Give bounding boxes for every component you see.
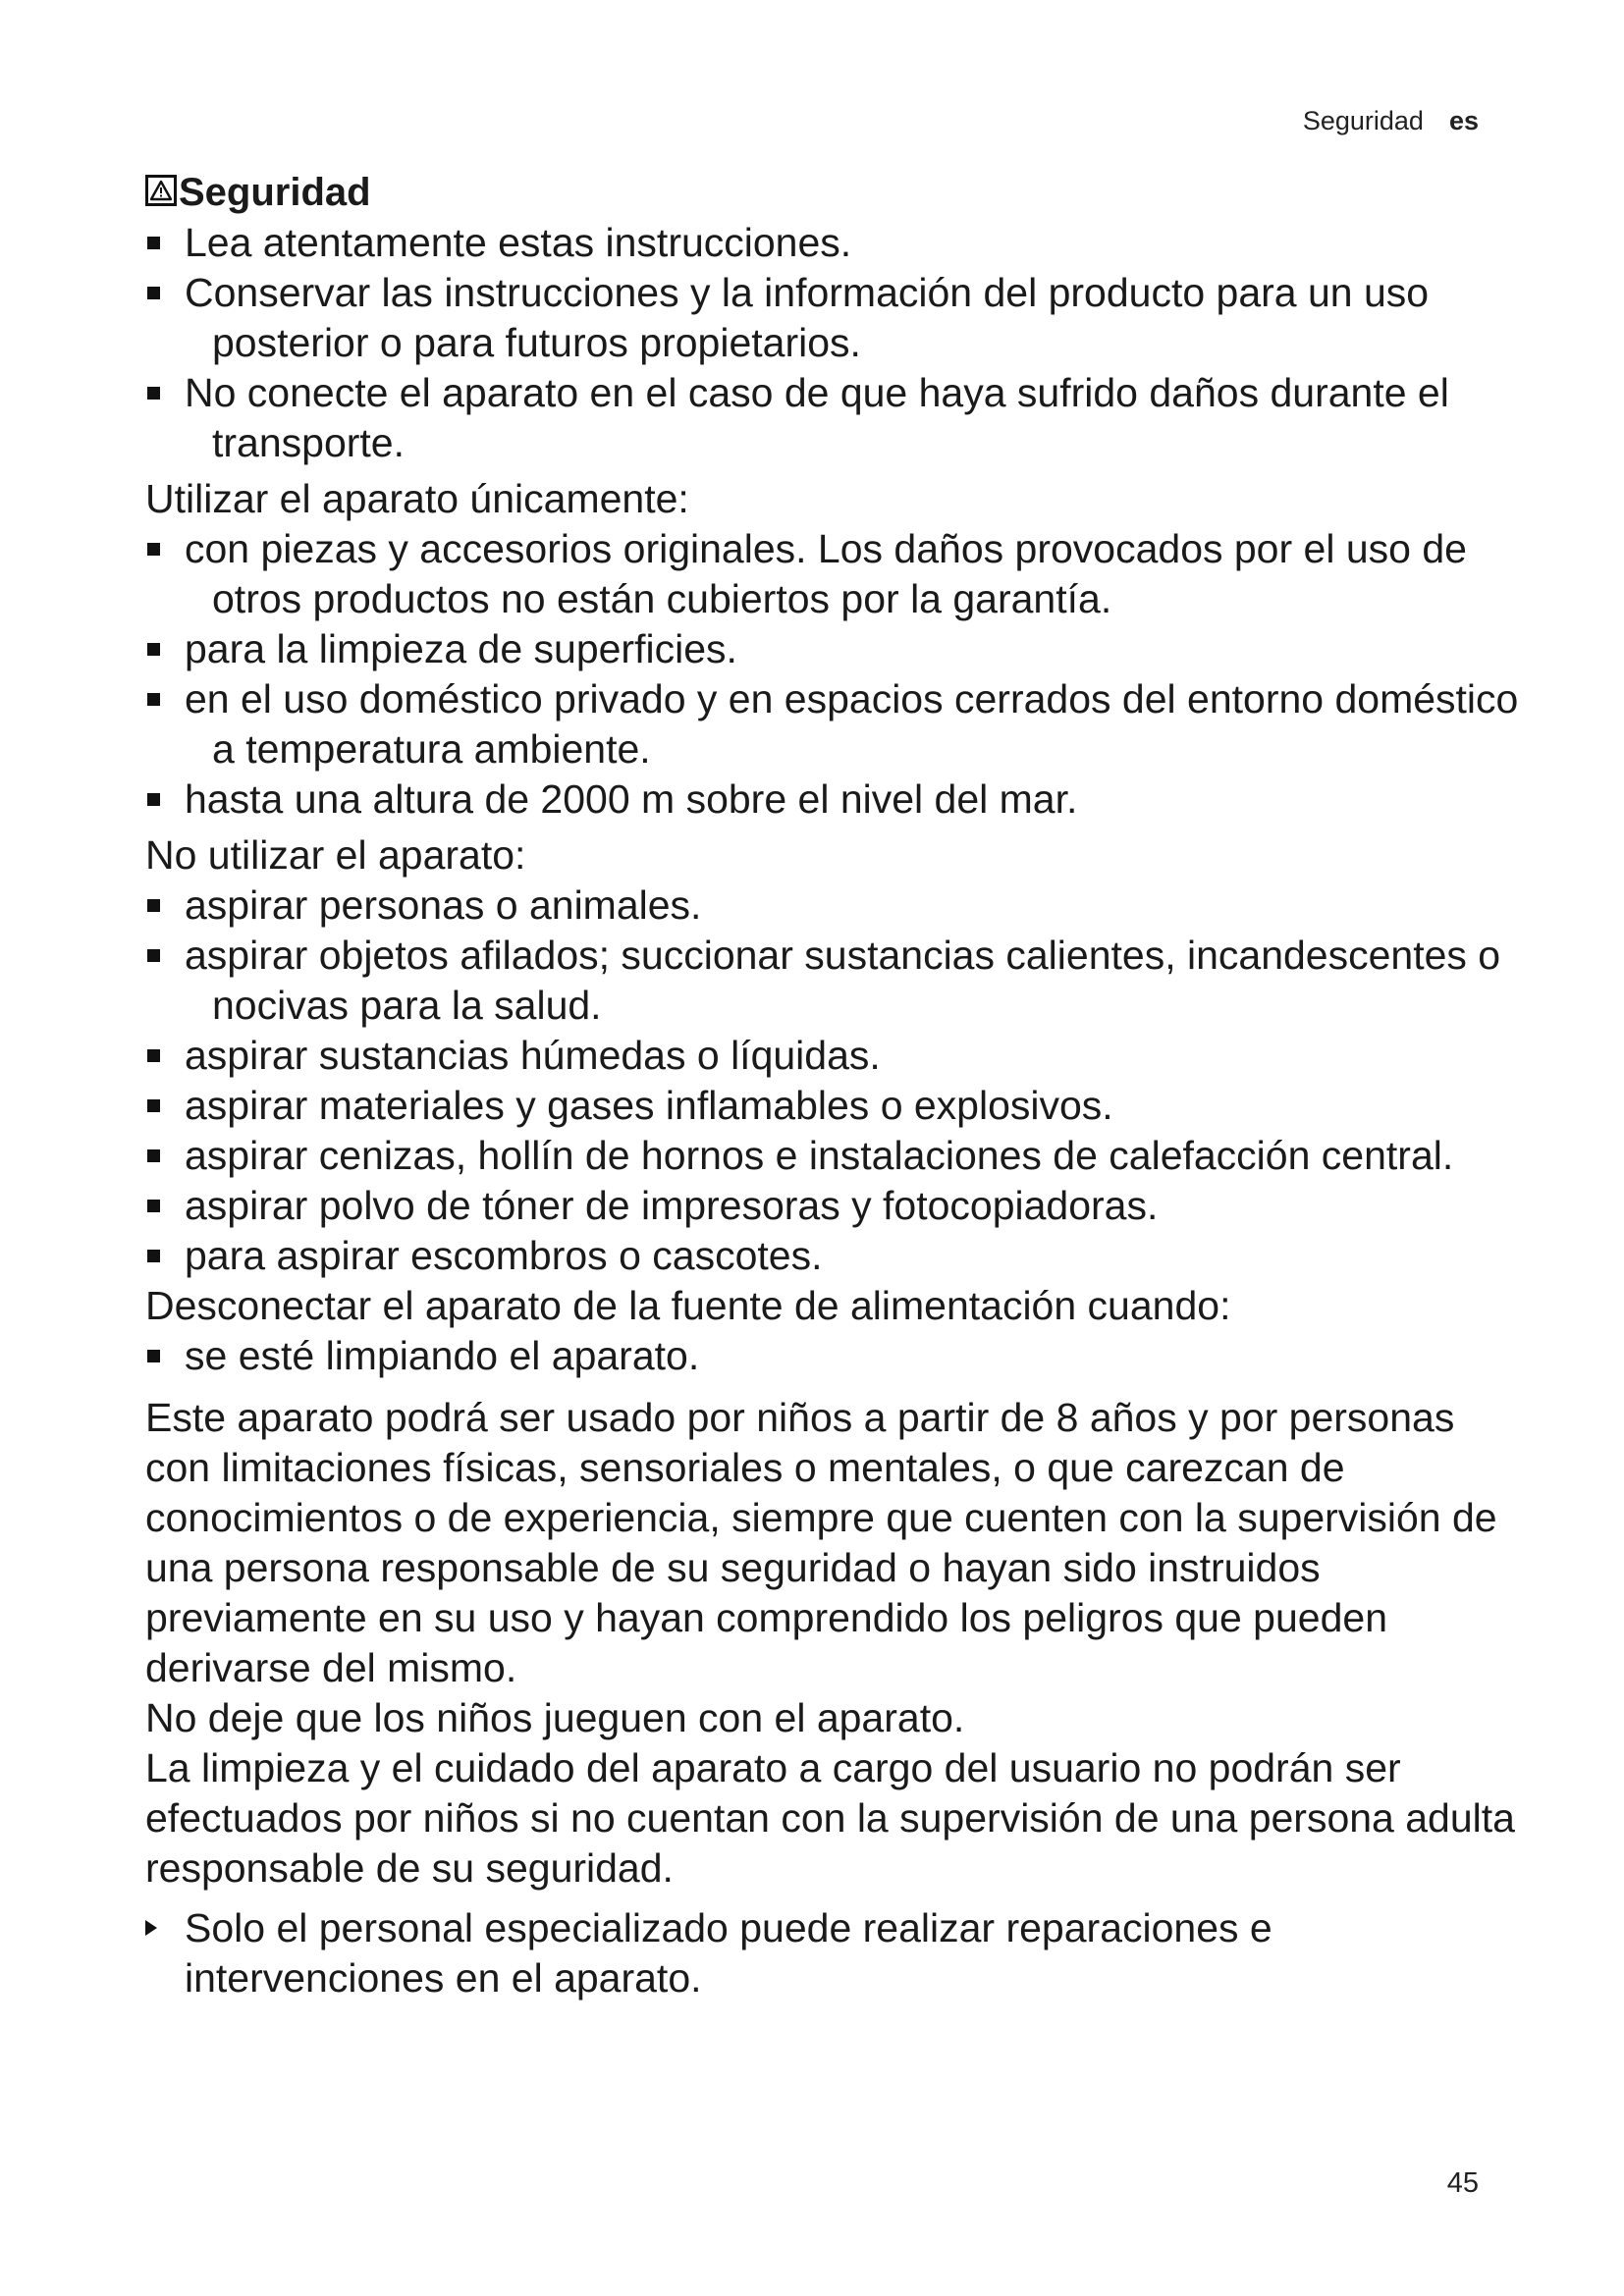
square-bullet-icon	[147, 1200, 160, 1212]
list-item: aspirar objetos afilados; succionar sustancias calientes, incandescentes o nocivas para la salud.	[145, 931, 1530, 1031]
square-bullet-icon	[147, 543, 160, 556]
list-item: aspirar cenizas, hollín de hornos e instalaciones de calefacción central.	[145, 1131, 1530, 1181]
cleaning-paragraph: La limpieza y el cuidado del aparato a cargo del usuario no podrán ser efectuados por niños si no cuentan con la supervisión de una persona adulta responsable de su seguridad.	[145, 1745, 1515, 1891]
list-item: se esté limpiando el aparato.	[145, 1331, 1530, 1381]
language-code: es	[1448, 106, 1479, 135]
page-number: 45	[1446, 2167, 1479, 2199]
general-list	[145, 218, 1530, 468]
no-use-intro: No utilizar el aparato:	[145, 832, 526, 878]
running-header-section: Seguridad	[1302, 106, 1424, 135]
use-intro: Utilizar el aparato únicamente:	[145, 476, 689, 521]
list-item: para aspirar escombros o cascotes.	[145, 1231, 1530, 1281]
use-list	[145, 524, 1530, 825]
square-bullet-icon	[147, 693, 160, 706]
list-item: aspirar materiales y gases inflamables o explosivos.	[145, 1081, 1530, 1131]
no-play-paragraph: No deje que los niños jueguen con el aparato.	[145, 1695, 965, 1740]
square-bullet-icon	[147, 793, 160, 806]
children-paragraph: Este aparato podrá ser usado por niños a partir de 8 años y por personas con limitaciones físicas, sensoriales o mentales, o que carezcan de conocimientos o de experiencia, siempre que cuenten con la supervisión de una persona responsable de su seguridad o hayan sido instruidos previamente en su uso y hayan comprendido los peligros que pueden derivarse del mismo.	[145, 1395, 1497, 1690]
list-item: en el uso doméstico privado y en espacios cerrados del entorno doméstico a temperatura ambiente.	[145, 674, 1530, 774]
list-item: Solo el personal especializado puede realizar reparaciones e intervenciones en el aparato.	[145, 1903, 1530, 2003]
list-item: aspirar sustancias húmedas o líquidas.	[145, 1031, 1530, 1081]
warning-triangle-icon	[145, 175, 177, 206]
list-item: hasta una altura de 2000 m sobre el nivel del mar.	[145, 774, 1530, 825]
square-bullet-icon	[147, 387, 160, 400]
square-bullet-icon	[147, 949, 160, 962]
page-content	[145, 167, 1530, 2003]
disconnect-intro: Desconectar el aparato de la fuente de alimentación cuando:	[145, 1283, 1231, 1328]
action-list	[145, 1903, 1530, 2003]
list-item: Lea atentamente estas instrucciones.	[145, 218, 1530, 268]
list-item: aspirar personas o animales.	[145, 881, 1530, 931]
square-bullet-icon	[147, 643, 160, 656]
square-bullet-icon	[147, 899, 160, 912]
square-bullet-icon	[147, 1149, 160, 1162]
section-heading	[145, 167, 1530, 218]
square-bullet-icon	[147, 1099, 160, 1112]
square-bullet-icon	[147, 237, 160, 249]
running-header	[1303, 106, 1479, 136]
square-bullet-icon	[147, 1049, 160, 1062]
triangle-bullet-icon	[145, 1920, 157, 1936]
list-item: para la limpieza de superficies.	[145, 624, 1530, 674]
disconnect-list	[145, 1331, 1530, 1381]
list-item: No conecte el aparato en el caso de que haya sufrido daños durante el transporte.	[145, 368, 1530, 468]
section-title: Seguridad	[179, 170, 371, 214]
list-item: con piezas y accesorios originales. Los daños provocados por el uso de otros productos no están cubiertos por la garantía.	[145, 524, 1530, 624]
no-use-list	[145, 881, 1530, 1281]
square-bullet-icon	[147, 1350, 160, 1362]
list-item: Conservar las instrucciones y la información del producto para un uso posterior o para futuros propietarios.	[145, 268, 1530, 368]
square-bullet-icon	[147, 1250, 160, 1262]
square-bullet-icon	[147, 287, 160, 299]
list-item: aspirar polvo de tóner de impresoras y fotocopiadoras.	[145, 1181, 1530, 1231]
